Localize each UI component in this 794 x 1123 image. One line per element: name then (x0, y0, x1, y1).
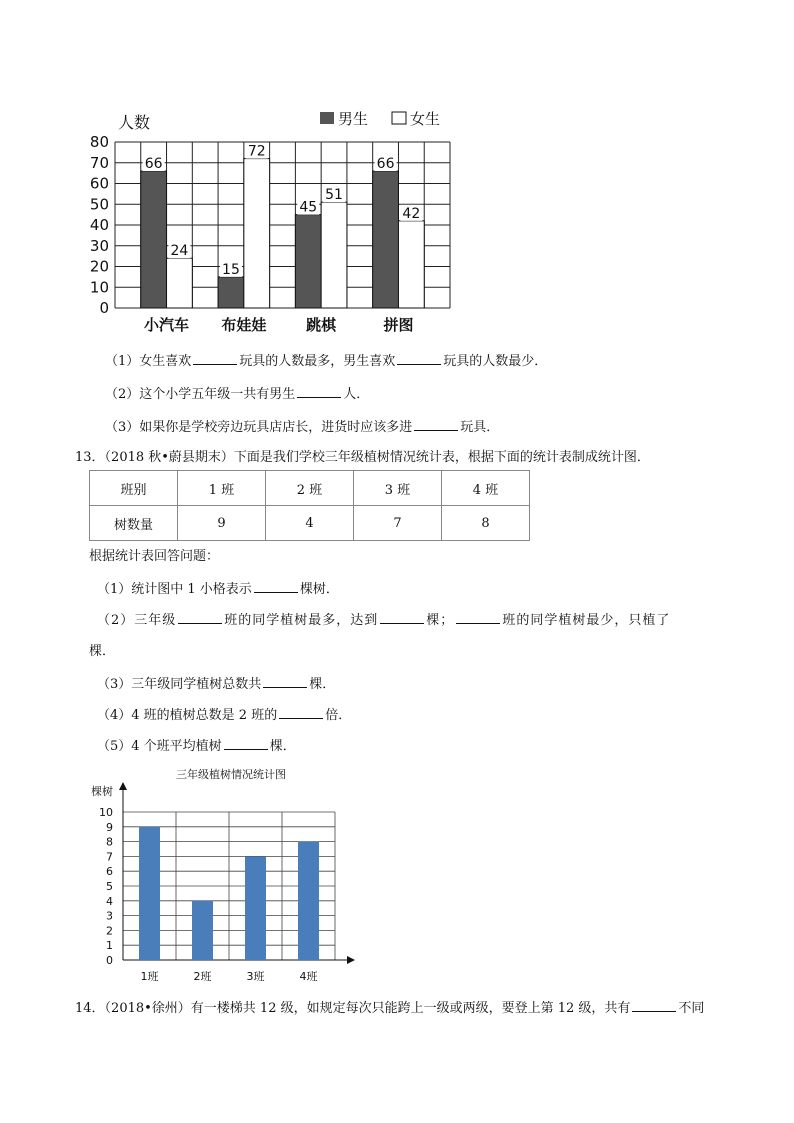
tree-planting-chart (85, 762, 375, 987)
y-tick-label: 1 (106, 939, 113, 953)
q12-part1 (105, 352, 547, 371)
q12-part1-text-c: 玩具的人数最少． (443, 354, 548, 369)
q13-part4-text-b: 倍． (325, 708, 352, 723)
table-cell: 2 班 (266, 471, 354, 506)
y-tick-label: 9 (106, 820, 113, 834)
bar-girls (244, 159, 270, 308)
y-tick-label: 7 (106, 850, 113, 864)
bar-boys (141, 171, 167, 308)
q13-part2-text-a: （2）三年级 (97, 613, 177, 628)
q13-part5-text-a: （5）4 个班平均植树 (97, 739, 222, 754)
y-tick-label: 3 (106, 909, 113, 923)
y-tick-label: 40 (89, 216, 109, 234)
table-cell: 4 班 (442, 471, 530, 506)
legend-label-girls: 女生 (410, 110, 441, 128)
x-category-label: 2班 (193, 970, 212, 983)
q14-text-b: 不同 (678, 1001, 705, 1016)
answer-blank[interactable] (297, 385, 341, 398)
q14-text-a: 14．（2018•徐州）有一楼梯共 12 级，如规定每次只能跨上一级或两级，要登上第 12 级，共有 (75, 1001, 631, 1016)
table-cell: 1 班 (178, 471, 266, 506)
answer-blank[interactable] (279, 706, 323, 719)
q13-part5 (97, 737, 296, 756)
x-category-label: 布娃娃 (221, 316, 267, 334)
y-axis-label: 棵树 (91, 785, 113, 798)
table-cell: 3 班 (354, 471, 442, 506)
answer-blank[interactable] (456, 611, 500, 624)
data-label: 72 (247, 143, 266, 160)
q12-part1-text-a: （1）女生喜欢 (105, 354, 192, 369)
answer-blank[interactable] (632, 999, 676, 1012)
y-tick-label: 50 (89, 195, 109, 214)
table-cell: 树数量 (90, 506, 178, 541)
answer-blank[interactable] (414, 418, 458, 431)
data-label: 15 (222, 261, 240, 278)
y-tick-label: 0 (106, 954, 113, 967)
table-cell: 4 (266, 506, 354, 541)
answer-blank[interactable] (193, 352, 237, 365)
y-tick-label: 6 (106, 865, 113, 879)
y-tick-label: 10 (99, 806, 113, 819)
y-tick-label: 2 (106, 924, 113, 938)
answer-blank[interactable] (224, 737, 268, 750)
y-tick-label: 0 (99, 299, 109, 317)
data-label: 24 (170, 243, 189, 260)
q12-part2-text-b: 人． (343, 387, 370, 402)
x-category-label: 跳棋 (306, 316, 337, 334)
bar-girls (321, 202, 347, 308)
x-category-label: 拼图 (383, 316, 414, 334)
answer-blank[interactable] (397, 352, 441, 365)
legend-swatch-boys (320, 112, 334, 124)
q13-part5-text-b: 棵． (269, 739, 296, 754)
x-category-label: 1班 (140, 970, 159, 983)
table-row (90, 471, 530, 506)
answer-blank[interactable] (254, 580, 298, 593)
q13-part4 (97, 706, 351, 725)
y-axis-label: 人数 (118, 113, 151, 132)
q13-part3-text-a: （3）三年级同学植树总数共 (97, 677, 262, 692)
data-label: 45 (299, 199, 318, 216)
y-tick-label: 4 (106, 894, 113, 908)
q13-part3 (97, 675, 335, 694)
bar (139, 827, 160, 960)
q13-part1-text-b: 棵树． (299, 582, 339, 597)
y-axis-arrow (119, 782, 127, 790)
toy-preference-chart (80, 100, 480, 340)
tree-count-table (89, 470, 530, 541)
q13-part2-text-d: 班的同学植树最少，只植了 (502, 613, 671, 628)
table-cell: 班别 (90, 471, 178, 506)
q12-part3 (105, 418, 499, 437)
data-label: 51 (325, 187, 343, 204)
answer-blank[interactable] (178, 611, 222, 624)
bar (192, 901, 213, 960)
bar (245, 856, 266, 960)
q14-stem (75, 999, 704, 1018)
q12-part3-text-a: （3）如果你是学校旁边玩具店店长，进货时应该多进 (105, 420, 413, 435)
answer-blank[interactable] (263, 675, 307, 688)
q12-part1-text-b: 玩具的人数最多，男生喜欢 (239, 354, 396, 369)
answer-blank[interactable] (380, 611, 424, 624)
x-category-label: 4班 (299, 970, 318, 983)
y-tick-label: 20 (89, 257, 109, 276)
q13-part1-text-a: （1）统计图中 1 小格表示 (97, 582, 252, 597)
q13-part1 (97, 580, 339, 599)
bar (298, 842, 319, 960)
bar-girls (167, 258, 193, 308)
table-row (90, 506, 530, 541)
y-tick-label: 8 (106, 835, 113, 849)
bar-boys (373, 171, 399, 308)
legend-swatch-girls (392, 112, 406, 124)
y-tick-label: 10 (89, 278, 109, 297)
table-cell: 7 (354, 506, 442, 541)
y-tick-label: 60 (89, 174, 109, 193)
y-tick-label: 80 (89, 133, 109, 151)
q12-part2-text-a: （2）这个小学五年级一共有男生 (105, 387, 296, 402)
q12-part3-text-b: 玩具． (460, 420, 500, 435)
chart-title: 三年级植树情况统计图 (176, 768, 286, 781)
data-label: 66 (144, 156, 163, 173)
bar-boys (218, 277, 244, 308)
data-label: 42 (402, 205, 421, 222)
data-label: 66 (376, 156, 395, 173)
x-axis-arrow (347, 956, 355, 964)
q13-part4-text-a: （4）4 班的植树总数是 2 班的 (97, 708, 278, 723)
q13-part2 (97, 611, 670, 630)
q13-part2-text-c: 棵； (426, 613, 455, 628)
y-tick-label: 30 (89, 236, 109, 255)
bar-girls (398, 221, 424, 308)
q13-part2-cont: 棵． (89, 644, 116, 659)
table-cell: 9 (178, 506, 266, 541)
chart-bars (141, 159, 424, 308)
q13-part3-text-b: 棵． (309, 677, 336, 692)
bar-boys (295, 215, 321, 308)
y-tick-label: 5 (106, 880, 113, 893)
table-cell: 8 (442, 506, 530, 541)
y-tick-label: 70 (89, 153, 109, 172)
q13-stem: 13．（2018 秋•蔚县期末）下面是我们学校三年级植树情况统计表，根据下面的统计表制成统计图． (75, 450, 650, 465)
x-category-label: 3班 (246, 970, 265, 983)
x-category-label: 小汽车 (144, 316, 190, 334)
q13-part2-text-b: 班的同学植树最多，达到 (224, 613, 379, 628)
q12-part2 (105, 385, 369, 404)
q13-intro: 根据统计表回答问题： (89, 549, 220, 564)
legend-label-boys: 男生 (338, 110, 369, 128)
